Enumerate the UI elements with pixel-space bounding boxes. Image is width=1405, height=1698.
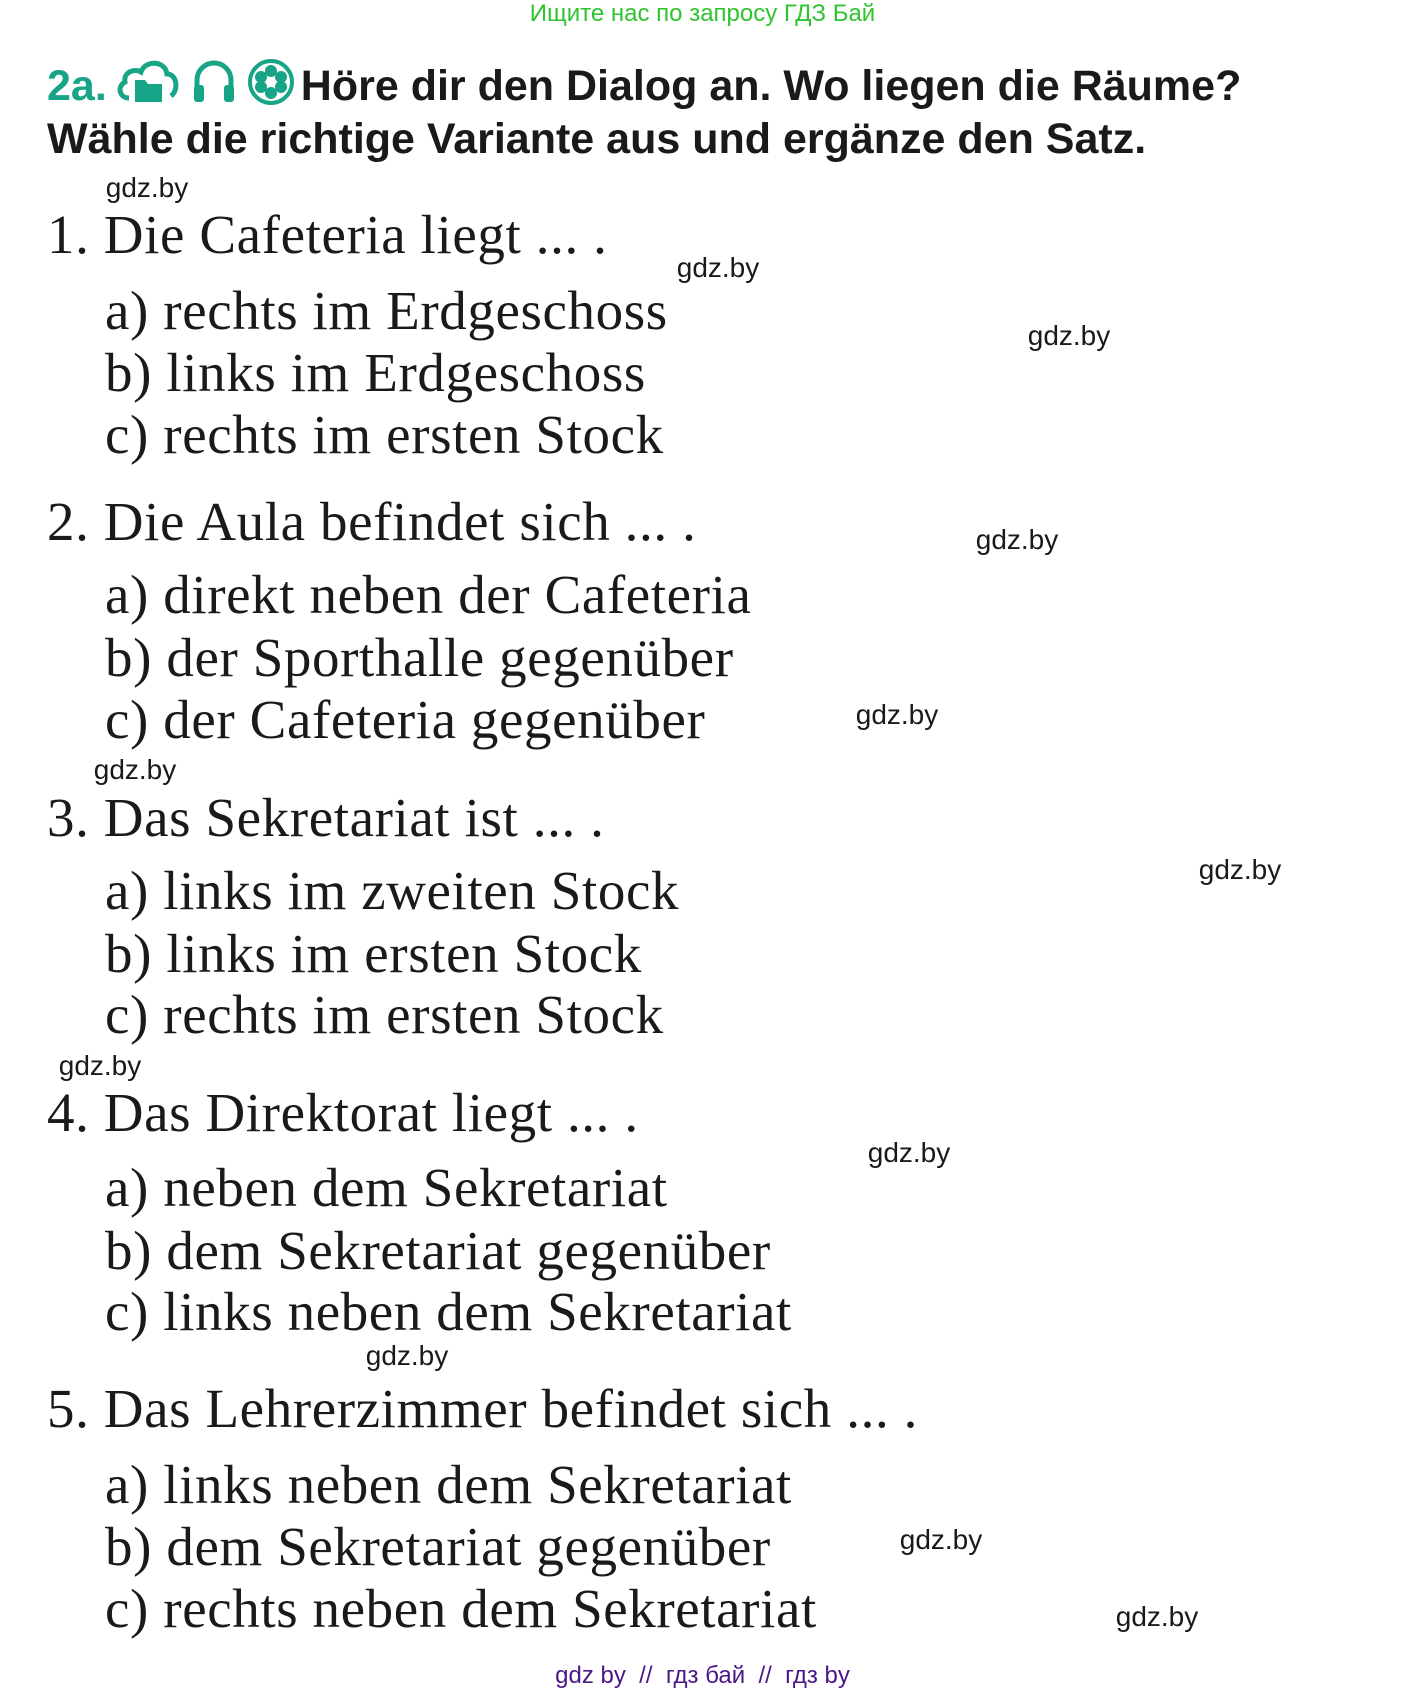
option-3a: a) links im zweiten Stock [105,860,680,921]
option-2a: a) direkt neben der Cafeteria [105,564,752,625]
watermark: gdz.by [93,754,177,785]
option-1a: a) rechts im Erdgeschoss [105,280,668,341]
watermark: gdz.by [1027,320,1111,351]
option-4a: a) neben dem Sekretariat [105,1157,668,1218]
option-3b: b) links im ersten Stock [105,923,642,984]
watermark: gdz.by [676,252,760,283]
watermark: gdz.by [1115,1601,1199,1632]
exercise-title-line1 [47,58,1241,109]
footer-links: gdz by // гдз бай // гдз by [555,1662,850,1689]
watermark: gdz.by [58,1050,142,1081]
question-1: 1. Die Cafeteria liegt ... . [47,204,608,265]
question-4: 4. Das Direktorat liegt ... . [47,1082,639,1143]
cloud-folder-icon [115,58,181,106]
flower-icon [247,58,295,106]
watermark: gdz.by [105,172,189,203]
option-5b: b) dem Sekretariat gegenüber [105,1516,771,1577]
option-5a: a) links neben dem Sekretariat [105,1454,792,1515]
exercise-instruction-1: Höre dir den Dialog an. Wo liegen die Räume? [300,62,1242,110]
option-1b: b) links im Erdgeschoss [105,342,646,403]
option-2c: c) der Cafeteria gegenüber [105,689,706,750]
question-2: 2. Die Aula befindet sich ... . [47,491,697,552]
watermark: gdz.by [867,1137,951,1168]
question-5: 5. Das Lehrerzimmer befindet sich ... . [47,1378,919,1439]
option-4c: c) links neben dem Sekretariat [105,1281,792,1342]
watermark: gdz.by [975,524,1059,555]
option-4b: b) dem Sekretariat gegenüber [105,1220,771,1281]
question-3: 3. Das Sekretariat ist ... . [47,787,605,848]
option-1c: c) rechts im ersten Stock [105,404,664,465]
exercise-instruction-2: Wähle die richtige Variante aus und ergänze den Satz. [47,115,1147,163]
search-hint-banner: Ищите нас по запросу ГДЗ Бай [529,0,876,27]
option-3c: c) rechts im ersten Stock [105,984,664,1045]
option-5c: c) rechts neben dem Sekretariat [105,1578,817,1639]
option-2b: b) der Sporthalle gegenüber [105,627,734,688]
watermark: gdz.by [365,1340,449,1371]
watermark: gdz.by [855,699,939,730]
watermark: gdz.by [1198,854,1282,885]
exercise-number: 2a. [47,62,107,110]
watermark: gdz.by [899,1524,983,1555]
headphones-icon [191,58,237,106]
